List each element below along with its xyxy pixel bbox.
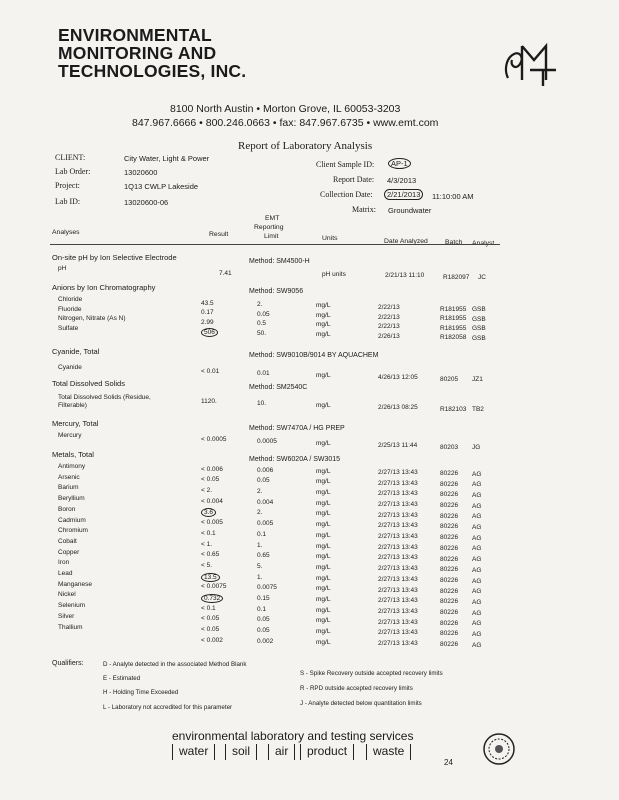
row-reporting-limit: 10. (257, 400, 267, 407)
row-result: < 5. (201, 561, 213, 569)
row-name: Iron (58, 559, 70, 567)
qualifiers-label: Qualifiers: (52, 660, 84, 667)
report-date-value: 4/3/2013 (387, 176, 417, 185)
row-analyst: AG (472, 513, 482, 521)
section-metals-title: Metals, Total (52, 450, 94, 459)
qualifier-e: E - Estimated (103, 675, 141, 682)
row-date: 2/21/13 11:10 (385, 272, 425, 279)
lab-id-value: 13020600-06 (124, 198, 169, 207)
row-name: Beryllium (58, 495, 85, 503)
row-analyst: AG (472, 631, 482, 638)
row-analyst: JG (472, 444, 481, 452)
row-units: mg/L (316, 499, 331, 507)
section-cyanide-title: Cyanide, Total (52, 347, 100, 356)
client-value: City Water, Light & Power (124, 154, 210, 163)
row-date: 2/27/13 13:43 (378, 554, 418, 562)
row-reporting-limit: 1. (257, 541, 263, 549)
row-batch: 80226 (440, 534, 459, 542)
row-date: 2/27/13 13:43 (378, 618, 418, 626)
row-name-continued: Filterable) (58, 402, 87, 409)
row-name: Cadmium (58, 516, 86, 524)
lab-id-label: Lab ID: (55, 197, 81, 206)
row-name: Silver (58, 612, 75, 620)
row-result: 2.99 (201, 318, 214, 326)
row-result: 506 (201, 328, 218, 337)
header-analyst: Analyst (472, 240, 495, 247)
row-result: 0.17 (201, 309, 214, 317)
row-name: Chromium (58, 527, 88, 535)
row-name: Cobalt (58, 537, 77, 545)
row-name: Antimony (58, 463, 86, 470)
row-result: 1120. (201, 398, 217, 406)
row-result: < 0.1 (201, 604, 216, 612)
row-batch: 80226 (440, 576, 459, 584)
row-date: 2/27/13 13:43 (378, 607, 418, 615)
matrix-label: Matrix: (352, 205, 376, 214)
row-result: < 2. (201, 487, 213, 494)
row-date: 2/22/13 (378, 304, 400, 311)
section-cyanide-method: Method: SW9010B/9014 BY AQUACHEM (249, 352, 379, 359)
row-units: mg/L (316, 606, 331, 614)
row-reporting-limit: 0.05 (257, 616, 270, 624)
row-reporting-limit: 0.65 (257, 552, 270, 560)
row-batch: 80226 (440, 523, 459, 531)
section-mercury-method: Method: SW7470A / HG PREP (249, 425, 345, 432)
row-name: Selenium (58, 602, 86, 610)
row-reporting-limit: 0.1 (257, 605, 267, 613)
row-date: 2/27/13 13:43 (378, 479, 418, 487)
row-date: 2/27/13 13:43 (378, 533, 418, 540)
row-analyst: AG (472, 641, 482, 649)
report-title: Report of Laboratory Analysis (238, 140, 373, 152)
row-result: < 0.05 (201, 626, 220, 634)
row-date: 2/27/13 13:43 (378, 511, 418, 519)
row-batch: R182103 (440, 405, 467, 413)
row-result: 3.6 (201, 508, 216, 517)
row-batch: 80226 (440, 480, 459, 488)
row-date: 2/22/13 (378, 323, 400, 330)
row-date: 2/27/13 13:43 (378, 586, 418, 594)
row-batch: 80226 (440, 609, 459, 616)
row-batch: R181955 (440, 305, 467, 313)
row-date: 4/26/13 12:05 (378, 373, 418, 381)
qualifier-h: H - Holding Time Exceeded (103, 689, 179, 696)
sample-id-label: Client Sample ID: (316, 160, 375, 169)
header-batch: Batch (445, 239, 463, 246)
row-name: Barium (58, 484, 79, 492)
row-name: Nickel (58, 591, 76, 599)
row-analyst: GSB (472, 306, 486, 314)
row-name: Boron (58, 505, 76, 513)
row-analyst: AG (472, 491, 482, 499)
company-contact: 847.967.6666 • 800.246.0663 • fax: 847.967.6735 • www.emt.com (132, 117, 439, 129)
row-date: 2/27/13 13:43 (378, 522, 418, 530)
row-reporting-limit: 0.15 (257, 595, 270, 602)
row-date: 2/25/13 11:44 (378, 441, 418, 449)
row-result: < 0.05 (201, 615, 220, 623)
row-name: Total Dissolved Solids (Residue, (58, 394, 151, 401)
row-units: mg/L (316, 521, 331, 529)
row-date: 2/22/13 (378, 313, 400, 321)
row-batch: 80203 (440, 443, 459, 451)
header-analyses: Analyses (52, 229, 80, 236)
row-reporting-limit: 2. (257, 509, 263, 517)
row-units: mg/L (316, 553, 331, 561)
row-units: mg/L (316, 585, 331, 593)
row-reporting-limit: 0.005 (257, 520, 274, 528)
footer-word-product: product (300, 744, 354, 760)
row-batch: 80226 (440, 469, 459, 477)
row-analyst: TB2 (472, 406, 484, 414)
row-units: mg/L (316, 302, 331, 310)
row-analyst: AG (472, 588, 482, 596)
footer-tagline: environmental laboratory and testing services (172, 729, 414, 743)
row-analyst: GSB (472, 334, 486, 342)
row-analyst: AG (472, 470, 482, 478)
row-result: 0.732 (201, 594, 223, 603)
row-result: < 0.006 (201, 465, 223, 473)
row-result: < 0.004 (201, 497, 223, 505)
row-units: mg/L (316, 311, 331, 319)
header-units: Units (322, 235, 338, 242)
footer-word-water: water (172, 744, 215, 760)
row-units: mg/L (316, 617, 331, 625)
row-name: pH (58, 265, 67, 272)
row-date: 2/27/13 13:43 (378, 565, 418, 573)
collection-date-value: 2/21/2013 (384, 189, 423, 200)
row-analyst: AG (472, 534, 482, 542)
row-analyst: AG (472, 598, 482, 606)
row-date: 2/27/13 13:43 (378, 629, 418, 637)
row-units: pH units (322, 271, 346, 278)
row-name: Copper (58, 548, 80, 556)
row-reporting-limit: 5. (257, 562, 263, 570)
section-tds-method: Method: SM2540C (249, 384, 308, 391)
row-result: < 0.65 (201, 551, 220, 559)
header-rl-3: Limit (264, 233, 279, 240)
row-analyst: GSB (472, 315, 486, 323)
row-name: Cyanide (58, 364, 82, 371)
row-units: mg/L (316, 439, 331, 447)
row-result: < 0.005 (201, 519, 223, 527)
row-result: 43.5 (201, 299, 214, 307)
row-batch: 80226 (440, 491, 459, 499)
row-analyst: AG (472, 556, 482, 564)
footer-word-waste: waste (366, 744, 411, 760)
row-units: mg/L (316, 563, 331, 571)
header-rl-2: Reporting (254, 224, 284, 231)
row-date: 2/26/13 (378, 332, 400, 340)
row-date: 2/27/13 13:43 (378, 543, 418, 551)
company-line-1: ENVIRONMENTAL (58, 25, 212, 45)
row-batch: 80226 (440, 619, 459, 627)
section-anions-title: Anions by Ion Chromatography (52, 283, 156, 292)
row-batch: R182058 (440, 334, 467, 342)
row-reporting-limit: 0.05 (257, 477, 270, 485)
row-result: < 0.0005 (201, 436, 227, 444)
qualifier-j: J - Analyte detected below quantitation limits (300, 700, 422, 707)
row-batch: 80226 (440, 544, 459, 552)
row-reporting-limit: 0.002 (257, 637, 274, 645)
row-units: mg/L (316, 628, 331, 636)
row-batch: 80226 (440, 630, 459, 638)
row-result: < 0.05 (201, 476, 220, 484)
row-result: 7.41 (219, 270, 232, 277)
row-analyst: AG (472, 481, 482, 489)
row-name: Chloride (58, 296, 83, 303)
row-batch: 80205 (440, 375, 459, 383)
row-reporting-limit: 1. (257, 573, 263, 581)
row-batch: R181955 (440, 315, 467, 323)
company-name (58, 26, 246, 80)
row-name: Nitrogen, Nitrate (As N) (58, 315, 126, 322)
row-name: Fluoride (58, 305, 82, 313)
row-reporting-limit: 0.05 (257, 310, 270, 318)
row-units: mg/L (316, 574, 331, 582)
row-reporting-limit: 50. (257, 329, 267, 337)
qualifier-s: S - Spike Recovery outside accepted recovery limits (300, 670, 443, 677)
row-batch: 80226 (440, 641, 459, 649)
row-units: mg/L (316, 510, 331, 518)
row-date: 2/27/13 13:43 (378, 575, 418, 583)
row-units: mg/L (316, 467, 331, 475)
lab-order-label: Lab Order: (55, 167, 91, 176)
section-anions-method: Method: SW9056 (249, 288, 304, 295)
row-name: Manganese (58, 580, 92, 588)
header-rl-1: EMT (265, 215, 280, 222)
row-analyst: AG (472, 577, 482, 585)
row-result: 13.5 (201, 573, 220, 582)
lab-order-value: 13020600 (124, 168, 158, 177)
row-units: mg/L (316, 330, 331, 338)
row-batch: 80226 (440, 555, 459, 563)
qualifier-d: D - Analyte detected in the associated Method Blank (103, 661, 247, 668)
row-date: 2/26/13 08:25 (378, 403, 418, 411)
row-analyst: GSB (472, 325, 486, 333)
row-reporting-limit: 0.01 (257, 370, 270, 377)
collection-time-value: 11:10:00 AM (432, 192, 474, 201)
row-name: Arsenic (58, 473, 80, 481)
header-result: Result (209, 231, 229, 238)
header-rule (50, 244, 500, 245)
row-reporting-limit: 2. (257, 301, 263, 308)
section-mercury-title: Mercury, Total (52, 419, 99, 428)
row-batch: 80226 (440, 502, 459, 509)
row-batch: 80226 (440, 566, 459, 574)
section-tds-title: Total Dissolved Solids (52, 379, 125, 388)
row-date: 2/27/13 13:43 (378, 640, 418, 647)
report-date-label: Report Date: (333, 175, 375, 184)
company-address: 8100 North Austin • Morton Grove, IL 60053-3203 (170, 103, 401, 115)
row-units: mg/L (316, 542, 331, 550)
row-analyst: AG (472, 566, 482, 574)
row-result: < 1. (201, 540, 213, 548)
row-date: 2/27/13 13:43 (378, 468, 418, 476)
row-reporting-limit: 2. (257, 488, 263, 495)
project-value: 1Q13 CWLP Lakeside (124, 182, 199, 191)
section-ph-title: On-site pH by Ion Selective Electrode (52, 253, 177, 262)
row-units: mg/L (316, 371, 331, 379)
row-analyst: AG (472, 545, 482, 553)
row-name: Mercury (58, 432, 82, 439)
row-result: < 0.01 (201, 368, 220, 376)
company-line-2: MONITORING AND (58, 43, 217, 63)
client-label: CLIENT: (55, 153, 86, 162)
project-label: Project: (55, 181, 80, 190)
page-number: 24 (444, 758, 453, 767)
row-name: Lead (58, 570, 73, 577)
collection-date-label: Collection Date: (320, 190, 373, 199)
sample-id-value: AP-1 (388, 158, 411, 169)
row-reporting-limit: 0.05 (257, 627, 270, 635)
row-name: Thallium (58, 623, 83, 631)
row-name: Sulfate (58, 324, 79, 332)
row-units: mg/L (316, 596, 331, 603)
matrix-value: Groundwater (388, 206, 432, 215)
row-batch: 80226 (440, 587, 459, 595)
row-batch: R182097 (443, 274, 470, 281)
row-reporting-limit: 0.0075 (257, 584, 277, 592)
row-analyst: AG (472, 620, 482, 628)
emt-logo-icon (500, 40, 558, 88)
row-date: 2/27/13 13:43 (378, 597, 418, 605)
row-reporting-limit: 0.5 (257, 320, 267, 327)
row-batch: 80226 (440, 512, 459, 520)
row-analyst: AG (472, 524, 482, 531)
row-analyst: AG (472, 502, 482, 510)
row-batch: 80226 (440, 598, 459, 606)
row-units: mg/L (316, 531, 331, 539)
row-analyst: JZ1 (472, 376, 483, 384)
row-batch: R181955 (440, 324, 467, 332)
footer-word-soil: soil (225, 744, 257, 760)
row-analyst: JC (478, 274, 486, 281)
company-line-3: TECHNOLOGIES, INC. (58, 61, 247, 81)
row-units: mg/L (316, 478, 331, 486)
row-reporting-limit: 0.0005 (257, 438, 277, 445)
accreditation-seal-icon (482, 732, 516, 766)
row-analyst: AG (472, 609, 482, 617)
row-units: mg/L (316, 638, 331, 646)
row-date: 2/27/13 13:43 (378, 490, 418, 498)
qualifier-l: L - Laboratory not accredited for this parameter (103, 704, 233, 711)
section-ph-method: Method: SM4500-H (249, 258, 310, 265)
qualifier-r: R - RPD outside accepted recovery limits (300, 685, 413, 692)
row-units: mg/L (316, 489, 331, 496)
row-units: mg/L (316, 321, 331, 329)
row-result: < 0.002 (201, 636, 223, 644)
header-date-analyzed: Date Analyzed (384, 238, 428, 245)
row-units: mg/L (316, 401, 331, 409)
row-reporting-limit: 0.004 (257, 498, 274, 506)
row-date: 2/27/13 13:43 (378, 500, 418, 508)
row-result: < 0.0075 (201, 583, 227, 591)
section-metals-method: Method: SW6020A / SW3015 (249, 456, 341, 463)
row-reporting-limit: 0.1 (257, 530, 267, 538)
row-reporting-limit: 0.006 (257, 466, 274, 474)
footer-word-air: air (268, 744, 295, 760)
row-result: < 0.1 (201, 529, 216, 537)
